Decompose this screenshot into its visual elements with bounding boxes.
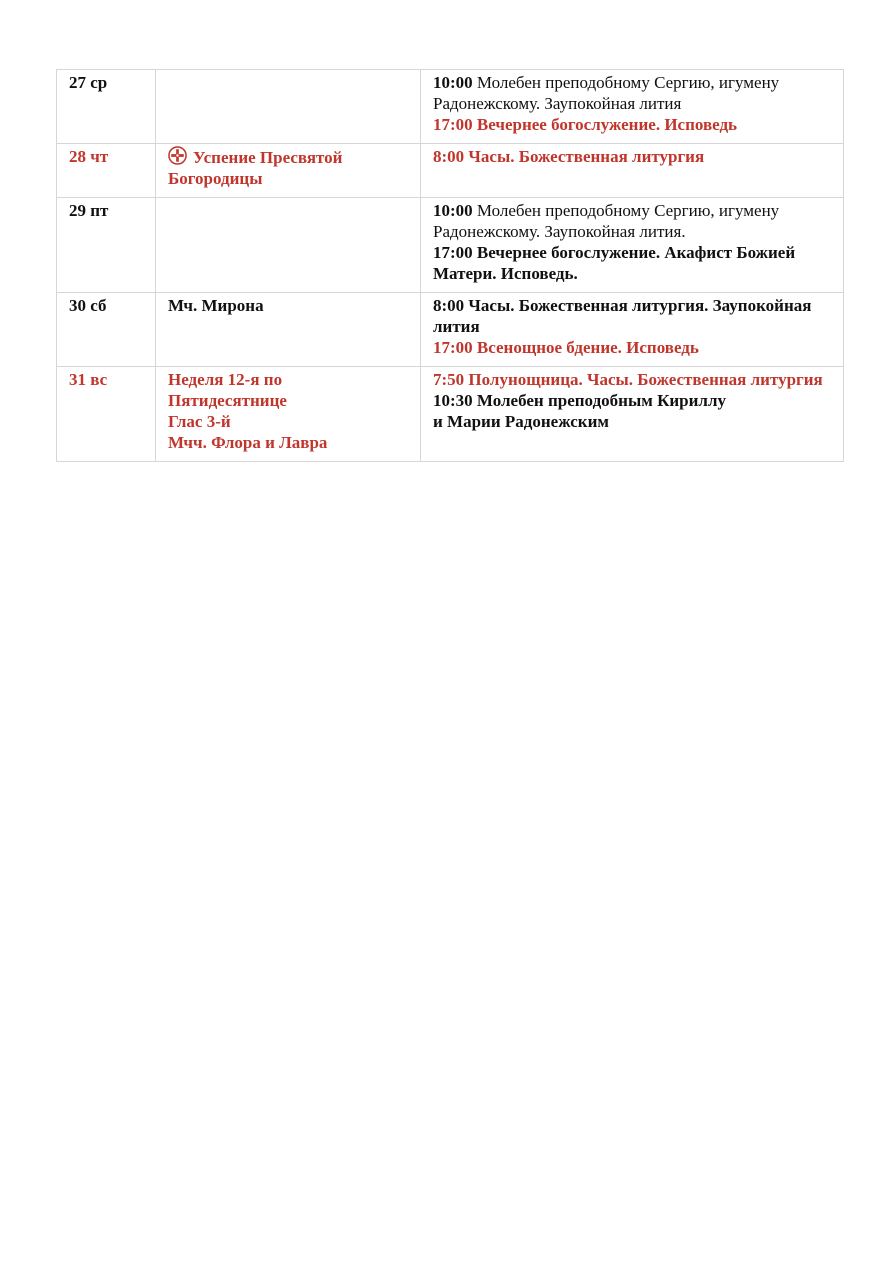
service-text: Полунощница. Часы. Божественная литургия (464, 370, 823, 389)
date-cell (57, 198, 156, 293)
services-cell (421, 198, 844, 293)
service-entry (433, 200, 831, 242)
service-entry (433, 146, 831, 167)
feast-name: Мч. Мирона (168, 296, 264, 315)
date-cell (57, 367, 156, 462)
service-text: Вечернее богослужение. Исповедь (472, 115, 738, 134)
feast-cell (156, 198, 421, 293)
date-cell (57, 70, 156, 144)
feast-name: Пятидесятнице (168, 391, 287, 410)
service-time: 10:00 (433, 73, 473, 92)
service-entry (433, 295, 831, 337)
feast-cell (156, 70, 421, 144)
schedule-table (56, 69, 844, 462)
date-label: 31 вс (69, 370, 108, 389)
service-text: Часы. Божественная литургия. Заупокойная лития (433, 296, 812, 336)
service-entry (433, 242, 831, 284)
service-time: 17:00 (433, 243, 473, 262)
service-text: Молебен преподобным Кириллу (472, 391, 727, 410)
table-row (57, 367, 844, 462)
service-time: 10:30 (433, 391, 473, 410)
table-row (57, 198, 844, 293)
date-label: 29 пт (69, 201, 109, 220)
service-entry (433, 369, 831, 390)
feast-name: Успение Пресвятой Богородицы (168, 148, 343, 188)
service-time: 10:00 (433, 201, 473, 220)
date-label: 28 чт (69, 147, 109, 166)
feast-name: Мчч. Флора и Лавра (168, 433, 328, 452)
feast-cell (156, 144, 421, 198)
service-entry (433, 337, 831, 358)
table-row (57, 70, 844, 144)
services-cell (421, 367, 844, 462)
red-cross-in-circle-icon (168, 146, 187, 165)
service-time: 7:50 (433, 370, 465, 389)
date-cell (57, 293, 156, 367)
services-cell (421, 144, 844, 198)
service-time: 8:00 (433, 147, 465, 166)
service-entry (433, 114, 831, 135)
date-cell (57, 144, 156, 198)
service-text-continued: и Марии Радонежским (433, 412, 609, 431)
date-label: 30 сб (69, 296, 107, 315)
service-time: 17:00 (433, 115, 473, 134)
service-time: 17:00 (433, 338, 473, 357)
table-row (57, 293, 844, 367)
service-time: 8:00 (433, 296, 465, 315)
service-entry (433, 72, 831, 114)
feast-cell (156, 367, 421, 462)
service-text: Молебен преподобному Сергию, игумену Радонежскому. Заупокойная лития. (433, 201, 780, 241)
service-text: Всенощное бдение. Исповедь (472, 338, 699, 357)
service-text: Часы. Божественная литургия (464, 147, 705, 166)
date-label: 27 ср (69, 73, 108, 92)
service-text: Вечернее богослужение. Акафист Божией Матери. Исповедь. (433, 243, 796, 283)
feast-name: Неделя 12-я по (168, 370, 283, 389)
feast-tone: Глас 3-й (168, 412, 231, 431)
services-cell (421, 293, 844, 367)
table-row (57, 144, 844, 198)
feast-cell (156, 293, 421, 367)
service-text: Молебен преподобному Сергию, игумену Радонежскому. Заупокойная лития (433, 73, 780, 113)
services-cell (421, 70, 844, 144)
service-entry (433, 390, 831, 411)
